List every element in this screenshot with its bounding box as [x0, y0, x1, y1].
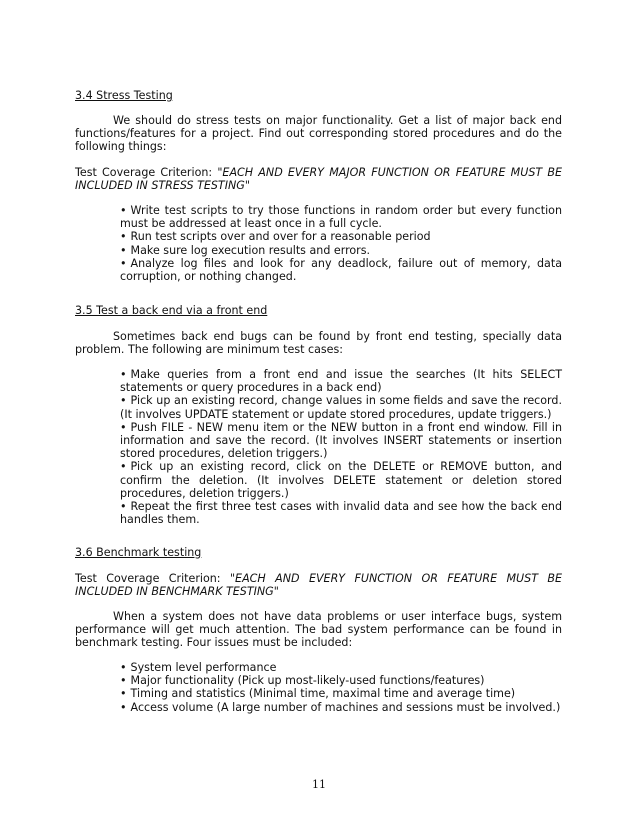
section-3-6-paragraph: When a system does not have data problems or user interface bugs, system performance will get much attention. The bad system performance can be found in benchmark testing. Four issues must be included: [75, 610, 562, 650]
list-item: • Pick up an existing record, click on the DELETE or REMOVE button, and confirm the deletion. (It involves DELETE statement or deletion stored procedures, deletion triggers.) [120, 460, 562, 500]
criterion-text: "EACH AND EVERY MAJOR FUNCTION OR FEATURE MUST BE INCLUDED IN STRESS TESTING" [75, 166, 562, 193]
criterion-label: Test Coverage Criterion: [75, 166, 213, 179]
list-item: • Make queries from a front end and issue the searches (It hits SELECT statements or query procedures in a back end) [120, 368, 562, 394]
section-3-6-heading: 3.6 Benchmark testing [75, 546, 202, 559]
section-3-4-heading: 3.4 Stress Testing [75, 89, 173, 102]
list-item: • System level performance [120, 661, 562, 674]
list-item: • Write test scripts to try those functions in random order but every function must be addressed at least once in a full cycle. [120, 204, 562, 230]
list-item: • Pick up an existing record, change values in some fields and save the record. (It involves UPDATE statement or update stored procedures, update triggers.) [120, 394, 562, 420]
list-item: • Repeat the first three test cases with invalid data and see how the back end handles them. [120, 500, 562, 526]
section-3-5-paragraph: Sometimes back end bugs can be found by front end testing, specially data problem. The following are minimum test cases: [75, 330, 562, 357]
section-3-5-bullet-list [120, 368, 562, 526]
section-3-4-paragraph: We should do stress tests on major functionality. Get a list of major back end functions/features for a project. Find out corresponding stored procedures and do the following things: [75, 114, 562, 154]
criterion-text: "EACH AND EVERY FUNCTION OR FEATURE MUST BE INCLUDED IN BENCHMARK TESTING" [75, 572, 563, 599]
section-3-6-bullet-list [120, 661, 562, 714]
section-3-4-criterion [75, 166, 562, 192]
list-item: • Analyze log files and look for any deadlock, failure out of memory, data corruption, or nothing changed. [120, 257, 562, 283]
list-item: • Push FILE - NEW menu item or the NEW button in a front end window. Fill in information and save the record. (It involves INSERT statements or insertion stored procedures, deletion triggers.) [120, 421, 562, 461]
list-item: • Major functionality (Pick up most-likely-used functions/features) [120, 674, 562, 687]
section-3-4-bullet-list [120, 204, 562, 283]
section-3-6-criterion [75, 572, 562, 598]
list-item: • Timing and statistics (Minimal time, maximal time and average time) [120, 687, 562, 700]
section-3-5-heading: 3.5 Test a back end via a front end [75, 304, 268, 317]
page-number: 11 [312, 778, 326, 791]
list-item: • Make sure log execution results and errors. [120, 244, 562, 257]
criterion-label: Test Coverage Criterion: [75, 572, 221, 585]
list-item: • Access volume (A large number of machines and sessions must be involved.) [120, 701, 562, 714]
list-item: • Run test scripts over and over for a reasonable period [120, 230, 562, 243]
